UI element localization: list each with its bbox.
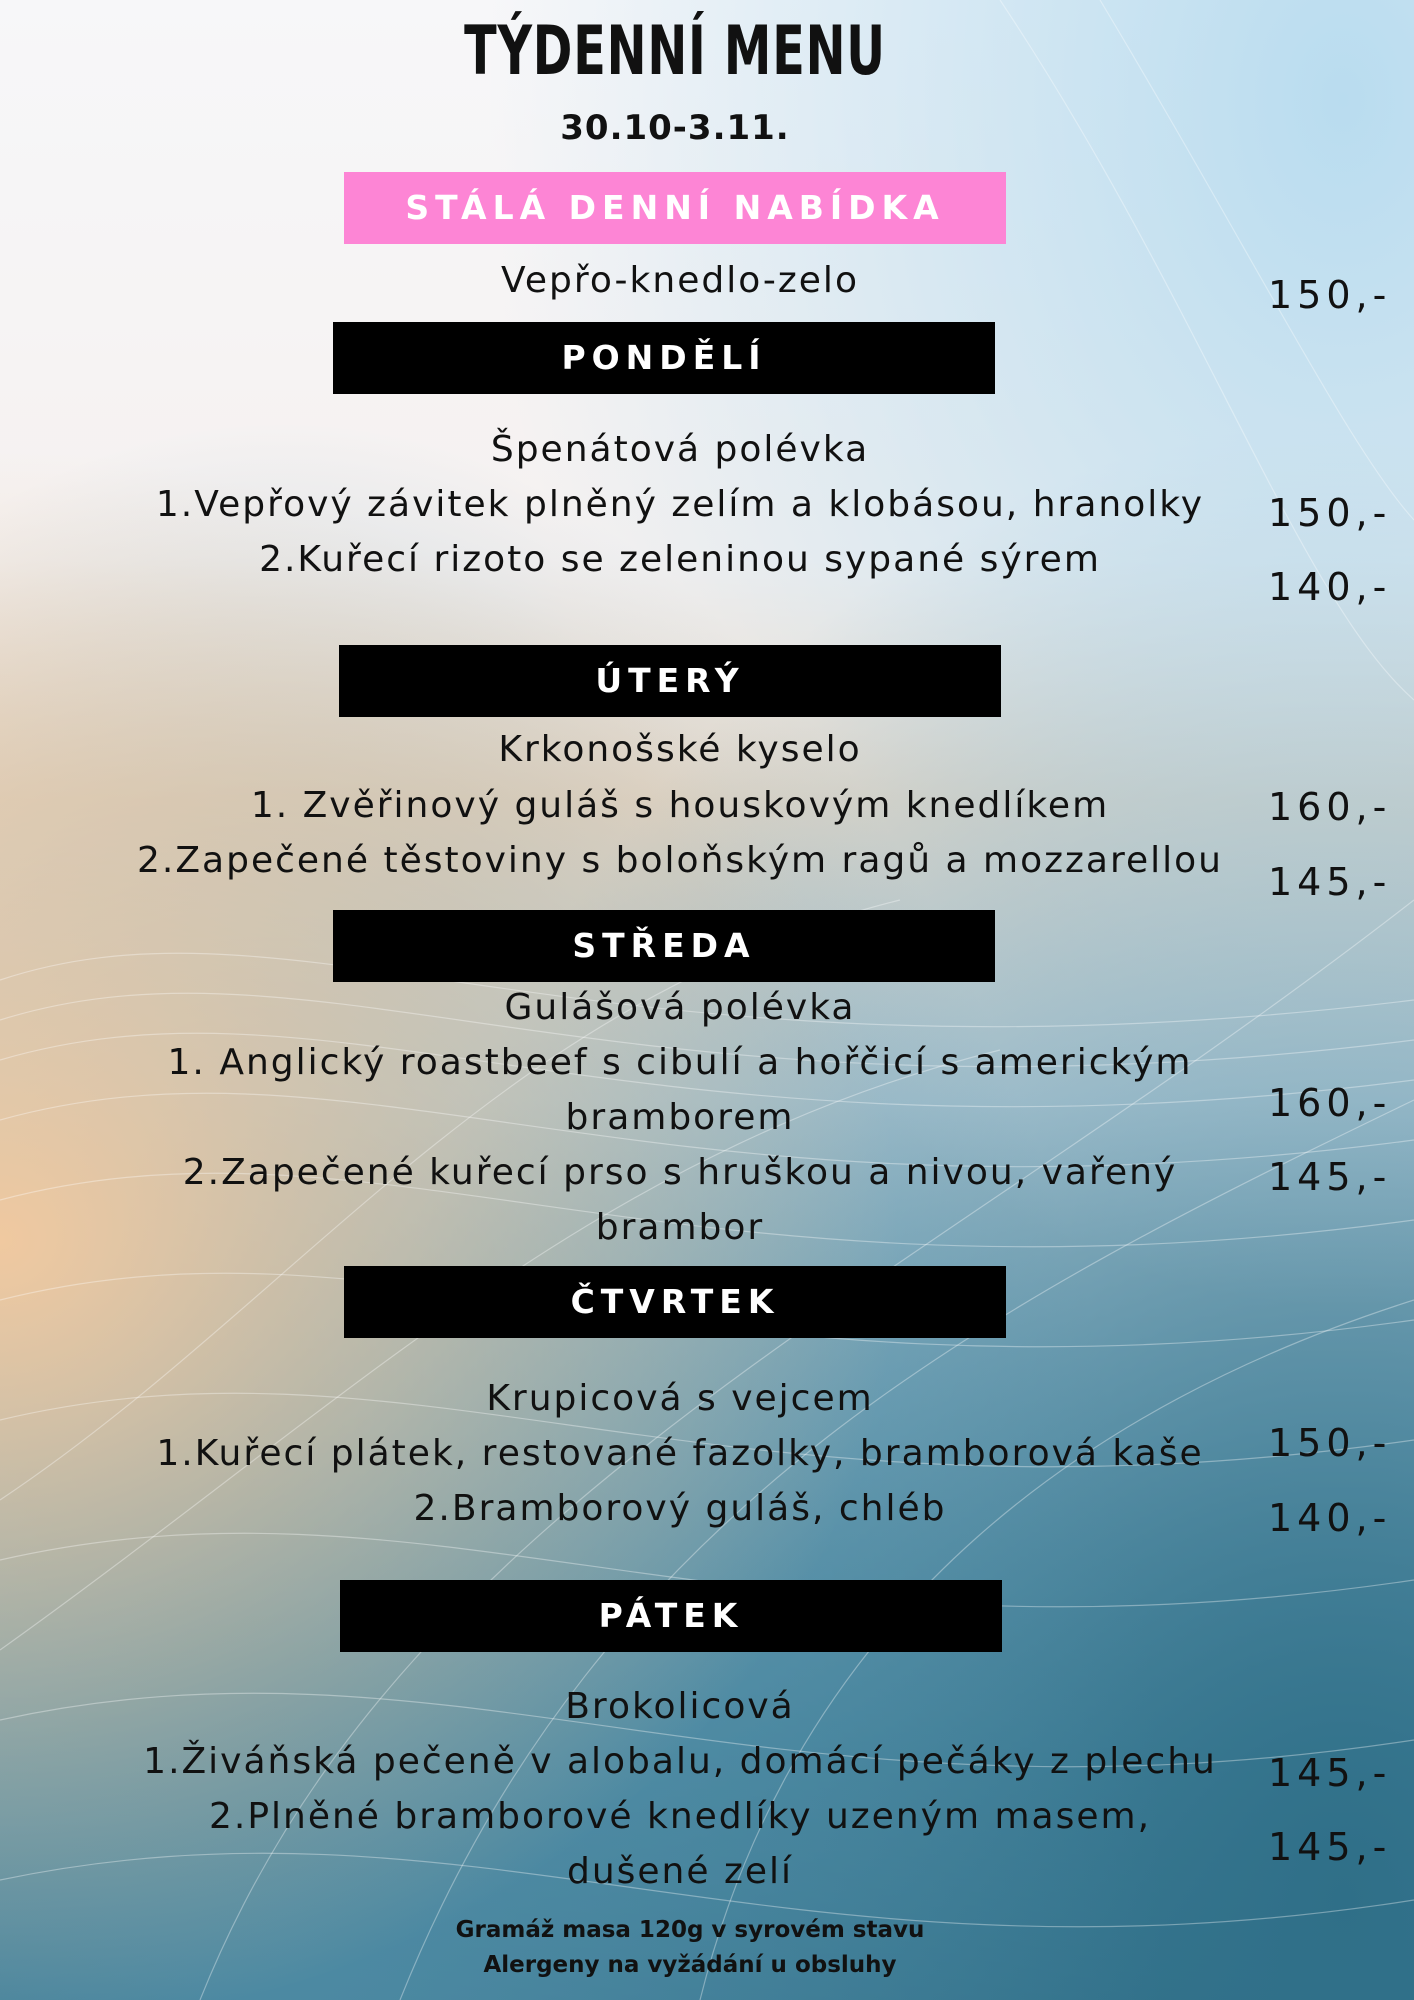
standing-offer-item: Vepřo-knedlo-zelo: [501, 260, 859, 301]
thursday-dish-1: 1.Kuřecí plátek, restované fazolky, bramborová kaše: [156, 1433, 1204, 1474]
menu-title: TÝDENNÍ MENU: [464, 12, 886, 91]
tuesday-price-2: 145,-: [1268, 860, 1392, 904]
monday-dish-2: 2.Kuřecí rizoto se zeleninou sypané sýrem: [259, 539, 1101, 580]
tuesday-soup: Krkonošské kyselo: [498, 729, 862, 770]
footer-meat-weight-note: Gramáž masa 120g v syrovém stavu: [455, 1917, 925, 1943]
menu-date-range: 30.10-3.11.: [560, 108, 790, 148]
day-header-tuesday: ÚTERÝ: [339, 645, 1001, 717]
wednesday-dish-2-cont: brambor: [595, 1207, 765, 1248]
standing-offer-price: 150,-: [1268, 273, 1392, 317]
wednesday-soup: Gulášová polévka: [504, 987, 856, 1028]
monday-price-1: 150,-: [1268, 491, 1392, 535]
monday-dish-1: 1.Vepřový závitek plněný zelím a klobásou, hranolky: [155, 484, 1205, 525]
standing-offer-header: STÁLÁ DENNÍ NABÍDKA: [344, 172, 1006, 244]
monday-soup: Špenátová polévka: [490, 429, 870, 470]
day-header-monday: PONDĚLÍ: [333, 322, 995, 394]
tuesday-dish-1: 1. Zvěřinový guláš s houskovým knedlíkem: [250, 785, 1110, 826]
wednesday-price-1: 160,-: [1268, 1081, 1392, 1125]
wednesday-dish-2: 2.Zapečené kuřecí prso s hruškou a nivou, vařený: [182, 1152, 1178, 1193]
friday-dish-2-cont: dušené zelí: [566, 1851, 794, 1892]
day-header-wednesday: STŘEDA: [333, 910, 995, 982]
wednesday-dish-1-cont: bramborem: [565, 1097, 795, 1138]
friday-dish-2: 2.Plněné bramborové knedlíky uzeným masem,: [208, 1796, 1152, 1837]
monday-price-2: 140,-: [1268, 565, 1392, 609]
day-header-thursday: ČTVRTEK: [344, 1266, 1006, 1338]
friday-soup: Brokolicová: [565, 1686, 795, 1727]
footer-allergens-note: Alergeny na vyžádání u obsluhy: [483, 1952, 897, 1978]
wednesday-dish-1: 1. Anglický roastbeef s cibulí a hořčicí s americkým: [167, 1042, 1193, 1083]
thursday-price-2: 140,-: [1268, 1496, 1392, 1540]
friday-price-1: 145,-: [1268, 1751, 1392, 1795]
day-header-friday: PÁTEK: [340, 1580, 1002, 1652]
thursday-dish-2: 2.Bramborový guláš, chléb: [413, 1488, 947, 1529]
tuesday-price-1: 160,-: [1268, 785, 1392, 829]
friday-price-2: 145,-: [1268, 1825, 1392, 1869]
thursday-price-1: 150,-: [1268, 1421, 1392, 1465]
tuesday-dish-2: 2.Zapečené těstoviny s boloňským ragů a mozzarellou: [137, 840, 1223, 881]
thursday-soup: Krupicová s vejcem: [486, 1378, 874, 1419]
friday-dish-1: 1.Živáňská pečeně v alobalu, domácí pečáky z plechu: [143, 1741, 1217, 1782]
wednesday-price-2: 145,-: [1268, 1155, 1392, 1199]
